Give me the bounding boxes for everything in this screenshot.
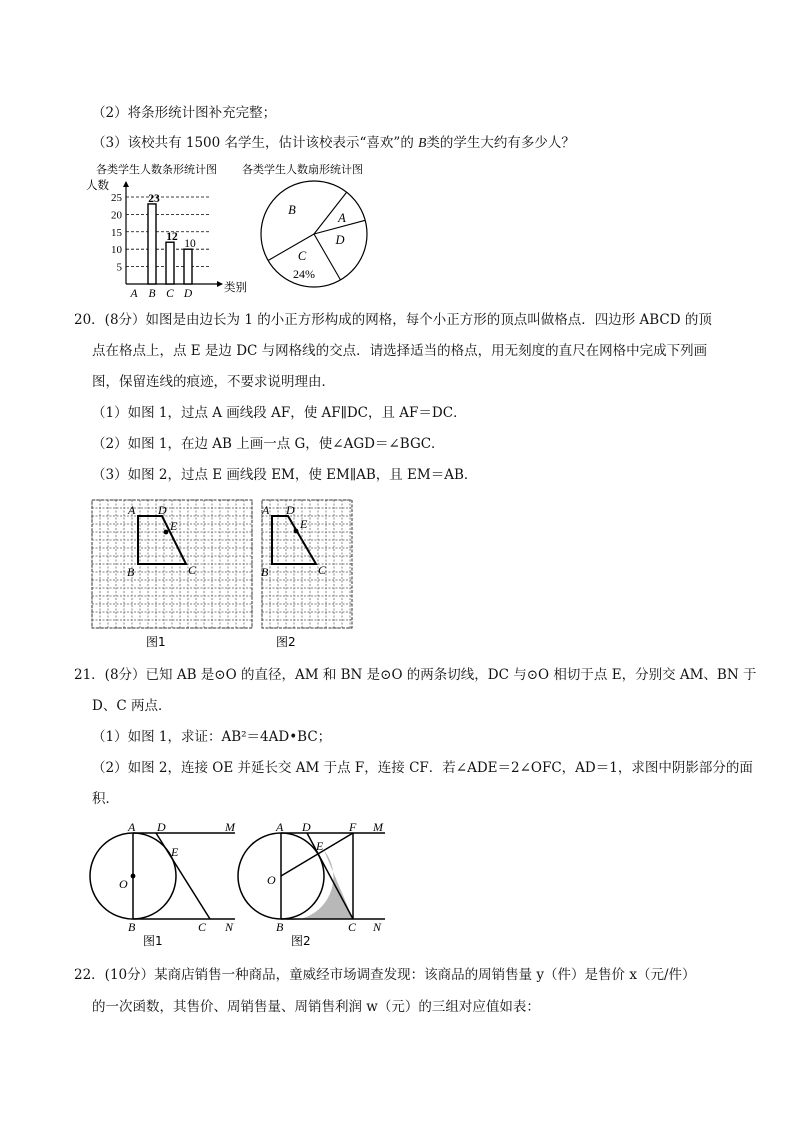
q20-line1: 20．(8分）如图是由边长为 1 的小正方形构成的网格，每个小正方形的顶点叫做格点．四边形 ABCD 的顶: [74, 312, 712, 328]
label-d: D: [286, 503, 295, 517]
label-n: N: [225, 920, 234, 934]
bar: [184, 249, 192, 284]
q19-item3-text-b: 类的学生大约有多少人？: [426, 135, 575, 151]
y-tick-label: 15: [111, 226, 122, 239]
data-label: 12: [166, 231, 178, 244]
label-b: B: [127, 565, 135, 579]
label-e: E: [171, 845, 179, 859]
data-label: 23: [148, 192, 160, 205]
label-b: B: [261, 565, 269, 579]
q19-item3-var: B: [418, 135, 427, 150]
label-b: B: [276, 920, 284, 934]
point-e: [164, 530, 169, 535]
x-tick-label: A: [130, 288, 138, 300]
q19-item3-text-a: （3）该校共有 1500 名学生，估计该校表示“喜欢”的: [92, 135, 419, 151]
q19-item3: [92, 134, 575, 152]
pie-slice-label: D: [335, 233, 345, 247]
label-c: C: [198, 920, 207, 934]
bar-chart-title: 各类学生人数条形统计图: [96, 163, 217, 176]
center-o: [131, 874, 136, 879]
label-o: O: [267, 873, 276, 887]
label-e: E: [316, 839, 324, 853]
bar-chart: [82, 160, 252, 300]
label-f: F: [349, 820, 357, 834]
label-a: A: [262, 503, 270, 517]
pie-slice-percent: 24%: [293, 267, 315, 281]
label-m: M: [373, 820, 383, 834]
label-m: M: [225, 820, 235, 834]
grid-figure-2: [260, 500, 355, 650]
q21-item2b: 积．: [92, 791, 119, 807]
bar-chart-xlabel: 类别: [224, 280, 247, 294]
q21-line1: 21．(8分）已知 AB 是⊙O 的直径，AM 和 BN 是⊙O 的两条切线，DC 与⊙O 相切于点 E，分别交 AM、BN 于: [74, 667, 757, 683]
label-e: E: [300, 517, 308, 531]
pie-slice-label: B: [288, 203, 296, 217]
q22-line2: 的一次函数，其售价、周销售量、周销售利润 w（元）的三组对应值如表：: [92, 999, 540, 1015]
y-tick-label: 5: [116, 261, 122, 274]
q20-item1: （1）如图 1，过点 A 画线段 AF，使 AF∥DC，且 AF＝DC．: [92, 405, 467, 421]
caption-fig2: 图2: [276, 635, 296, 649]
x-tick-label: D: [183, 288, 193, 300]
label-a: A: [276, 820, 284, 834]
circle-figure-2: [235, 818, 395, 950]
shaded-region: [281, 850, 353, 920]
data-label: 10: [184, 238, 196, 251]
caption-fig1: 图1: [143, 934, 163, 948]
q19-item2: （2）将条形统计图补充完整；: [92, 105, 277, 121]
pie-chart: [236, 160, 386, 300]
pie-chart-title: 各类学生人数扇形统计图: [242, 163, 363, 176]
q20-line3: 图，保留连线的痕迹，不要求说明理由．: [92, 374, 335, 390]
q20-item3: （3）如图 2，过点 E 画线段 EM，使 EM∥AB，且 EM＝AB．: [92, 467, 478, 483]
label-a: A: [128, 503, 136, 517]
q20-line2: 点在格点上，点 E 是边 DC 与网格线的交点．请选择适当的格点，用无刻度的直尺在网格中完成下列画: [92, 343, 708, 359]
x-tick-label: B: [148, 288, 156, 300]
label-c: C: [188, 563, 197, 577]
label-b: B: [128, 920, 136, 934]
bar-chart-ylabel: 人数: [86, 178, 109, 192]
x-axis-arrow-icon: [217, 281, 223, 287]
y-tick-label: 25: [111, 191, 122, 204]
bar: [166, 242, 174, 284]
label-a: A: [128, 820, 136, 834]
pie-slice-label: A: [338, 211, 346, 225]
bar: [148, 204, 156, 284]
caption-fig1: 图1: [146, 635, 166, 649]
label-d: D: [157, 820, 166, 834]
grid-figure-1: [90, 500, 256, 650]
q21-line2: D、C 两点．: [92, 698, 172, 714]
label-c: C: [348, 920, 357, 934]
q21-item1: （1）如图 1，求证：AB²＝4AD•BC；: [92, 729, 332, 745]
point-e: [294, 529, 299, 534]
caption-fig2: 图2: [291, 934, 311, 948]
circle-figure-1: [85, 818, 245, 950]
label-d: D: [302, 820, 311, 834]
y-tick-label: 20: [111, 209, 122, 222]
label-n: N: [373, 920, 382, 934]
q22-line1: 22．(10分）某商店销售一种商品，童威经市场调查发现：该商品的周销售量 y（件）是售价 x（元/件）: [74, 967, 696, 983]
label-d: D: [158, 503, 167, 517]
label-o: O: [119, 877, 128, 891]
q20-item2: （2）如图 1，在边 AB 上画一点 G，使∠AGD＝∠BGC．: [92, 436, 445, 452]
y-axis-arrow-icon: [123, 181, 129, 187]
label-e: E: [170, 519, 178, 533]
label-c: C: [318, 563, 327, 577]
q21-item2: （2）如图 2，连接 OE 并延长交 AM 于点 F，连接 CF．若∠ADE＝2∠OFC，AD＝1，求图中阴影部分的面: [92, 760, 753, 776]
x-tick-label: C: [166, 288, 174, 300]
y-tick-label: 10: [111, 244, 122, 257]
pie-slice-label: C: [297, 249, 307, 263]
